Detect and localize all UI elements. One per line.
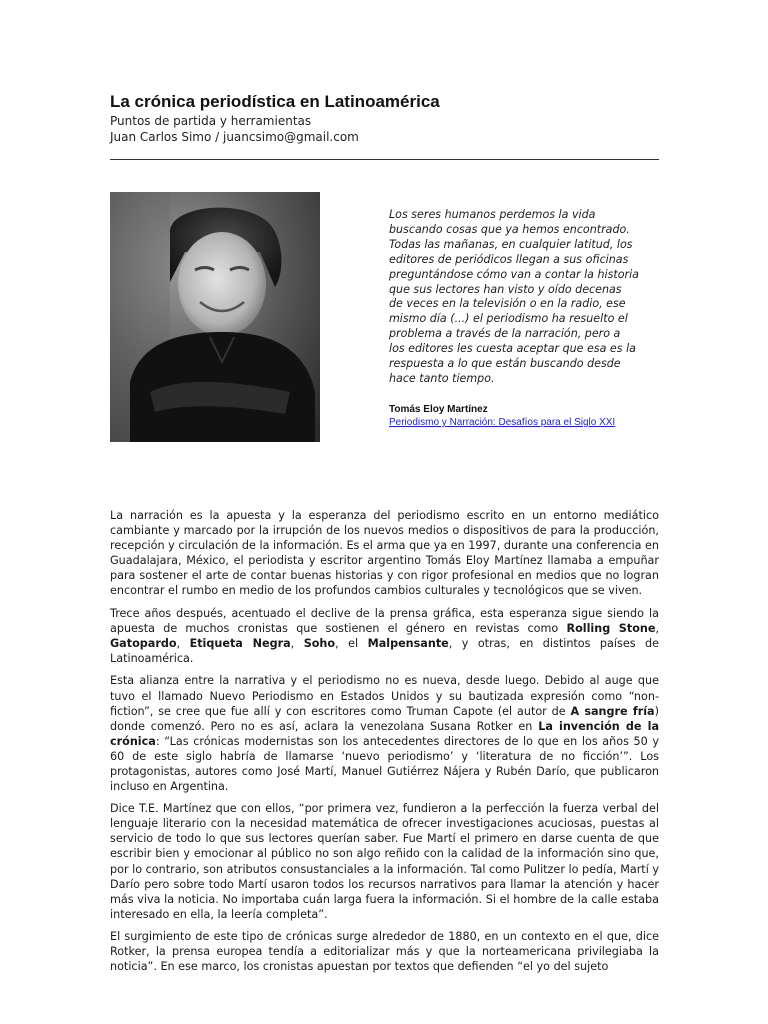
book-title: A sangre fría bbox=[570, 704, 655, 718]
author-line: Juan Carlos Simo / juancsimo@gmail.com bbox=[110, 130, 359, 144]
epigraph-quote bbox=[389, 208, 652, 387]
paragraph: La narración es la apuesta y la esperanza del periodismo escrito en un entorno mediático cambiante y marcado por la irrupción de los nuevos medios o dispositivos de para la producción, recepción y circulación de la información. Es el arma que ya en 1997, durante una conferencia en Guadalajara, México, el periodista y escritor argentino Tomás Eloy Martínez llamaba a empuñar para sostener el arte de contar buenas historias y con rigor profesional en medios que no logran encontrar el rumbo en medio de los profundos cambios culturales y tecnológicos que se viven. bbox=[110, 509, 659, 598]
quote-line: de veces en la televisión o en la radio, ese bbox=[389, 297, 626, 311]
portrait-image bbox=[110, 192, 320, 442]
magazine-name: Malpensante bbox=[367, 636, 449, 650]
paragraph: El surgimiento de este tipo de crónicas surge alrededor de 1880, en un contexto en el que, dice Rotker, la prensa europea tendía a editorializar más y que la norteamericana privilegiaba la noticia”. En ese marco, los cronistas apuestan por textos que defienden “el yo del sujeto bbox=[110, 930, 659, 974]
document-title: La crónica periodística en Latinoamérica bbox=[110, 92, 440, 111]
document-header bbox=[110, 91, 660, 145]
paragraph: Esta alianza entre la narrativa y el periodismo no es nueva, desde luego. Debido al auge que tuvo el llamado Nuevo Periodismo en Estados Unidos y su bautizada expresión como “non-fiction”, se cree que fue allí y con escritores como Truman Capote (el autor de A sangre fría) donde comenzó. Pero no es así, aclara la venezolana Susana Rotker en La invención de la crónica: “Las crónicas modernistas son los antecedentes directores de lo que en los años 50 y 60 de este siglo habría de llamarse ‘nuevo periodismo’ y ‘literatura de no ficción’”. Los protagonistas, autores como José Martí, Manuel Gutiérrez Nájera y Rubén Darío, que publicaron incluso en Argentina. bbox=[110, 674, 660, 793]
header-divider bbox=[110, 159, 659, 160]
quote-line: Los seres humanos perdemos la vida bbox=[389, 208, 596, 221]
quote-line: hace tanto tiempo. bbox=[389, 371, 495, 385]
book-title: La invención de la crónica bbox=[110, 719, 660, 748]
quote-line: editores de periódicos llegan a sus oficinas bbox=[389, 252, 629, 266]
quote-line: Todas las mañanas, en cualquier latitud, los bbox=[389, 237, 633, 251]
magazine-name: Rolling Stone bbox=[566, 621, 656, 635]
quote-line: que sus lectores han visto y oído decenas bbox=[389, 282, 622, 296]
quote-line: preguntándose cómo van a contar la historia bbox=[389, 267, 639, 281]
document-subtitle: Puntos de partida y herramientas bbox=[110, 114, 312, 128]
magazine-name: Soho bbox=[303, 636, 336, 650]
quote-source-link[interactable]: Periodismo y Narración: Desafíos para el Siglo XXI bbox=[389, 417, 616, 428]
paragraph: Trece años después, acentuado el declive de la prensa gráfica, esta esperanza sigue siendo la apuesta de muchos cronistas que sostienen el género en revistas como Rolling Stone, Gatopardo, Etiqueta Negra, Soho, el Malpensante, y otras, en distintos países de Latinoamérica. bbox=[110, 606, 659, 665]
article-body bbox=[110, 508, 659, 982]
paragraph: Dice T.E. Martínez que con ellos, “por primera vez, fundieron a la perfección la fuerza verbal del lenguaje literario con la necesidad matemática de ofrecer investigaciones acuciosas, puestas al servicio de todo lo que sus lectores querían saber. Fue Martí el primero en darse cuenta de que escribir bien y emocionar al público no son algo reñido con la calidad de la información sino que, por lo contrario, son atributos consustanciales a la información. Tal como Pulitzer lo pedía, Martí y Darío pero sobre todo Martí usaron todos los recursos narrativos para llamar la atención y hacer más viva la noticia. No importaba cuán larga fuera la información. Si el hombre de la calle estaba interesado en ella, la leería completa”. bbox=[110, 802, 659, 921]
quote-author: Tomás Eloy Martínez bbox=[389, 404, 488, 415]
author-photo bbox=[110, 192, 320, 442]
quote-line: mismo día (...) el periodismo ha resuelto el bbox=[389, 312, 628, 326]
magazine-name: Etiqueta Negra bbox=[189, 636, 291, 650]
quote-line: buscando cosas que ya hemos encontrado. bbox=[389, 222, 630, 236]
quote-line: problema a través de la narración, pero a bbox=[389, 327, 621, 341]
magazine-name: Gatopardo bbox=[110, 636, 177, 650]
quote-line: los editores les cuesta aceptar que esa es la bbox=[389, 342, 636, 356]
quote-line: respuesta a lo que están buscando desde bbox=[389, 357, 621, 371]
